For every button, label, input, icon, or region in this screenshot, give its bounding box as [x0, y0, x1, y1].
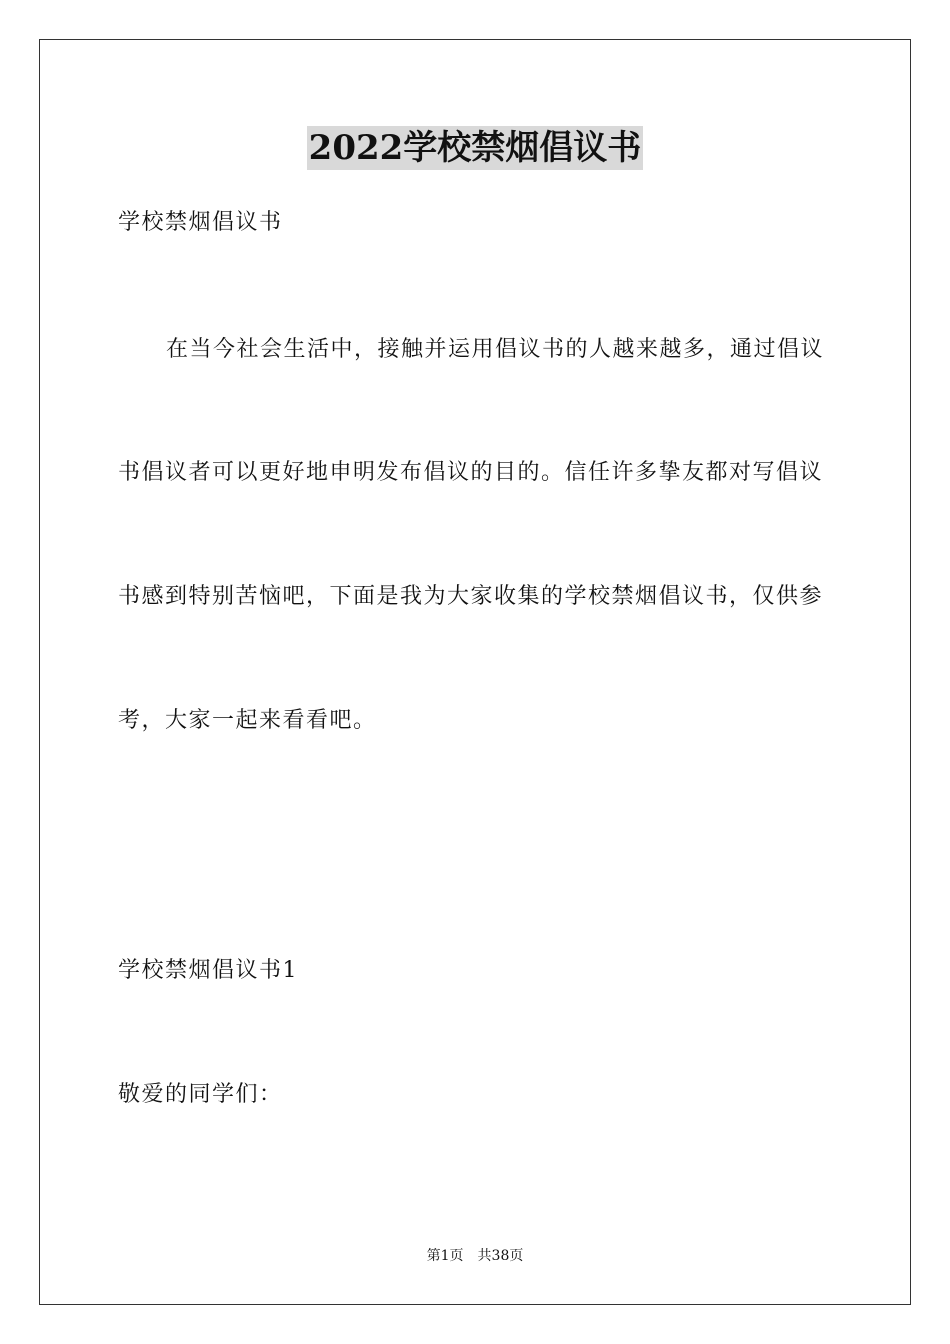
section-heading: 学校禁烟倡议书1 [118, 958, 298, 983]
document-subtitle: 学校禁烟倡议书 [118, 210, 283, 235]
intro-line-3: 书感到特别苦恼吧，下面是我为大家收集的学校禁烟倡议书，仅供参 [118, 584, 824, 609]
intro-line-4: 考，大家一起来看看吧。 [118, 708, 377, 733]
page-footer [0, 1246, 950, 1266]
intro-line-2: 书倡议者可以更好地申明发布倡议的目的。信任许多挚友都对写倡议 [118, 460, 824, 485]
salutation: 敬爱的同学们： [118, 1082, 283, 1107]
document-title-text: 2022学校禁烟倡议书 [308, 128, 642, 168]
document-title [0, 126, 950, 174]
intro-line-1: 在当今社会生活中，接触并运用倡议书的人越来越多，通过倡议 [166, 337, 825, 362]
page-total: 共38页 [477, 1248, 524, 1264]
page-number: 第1页 [426, 1248, 464, 1264]
